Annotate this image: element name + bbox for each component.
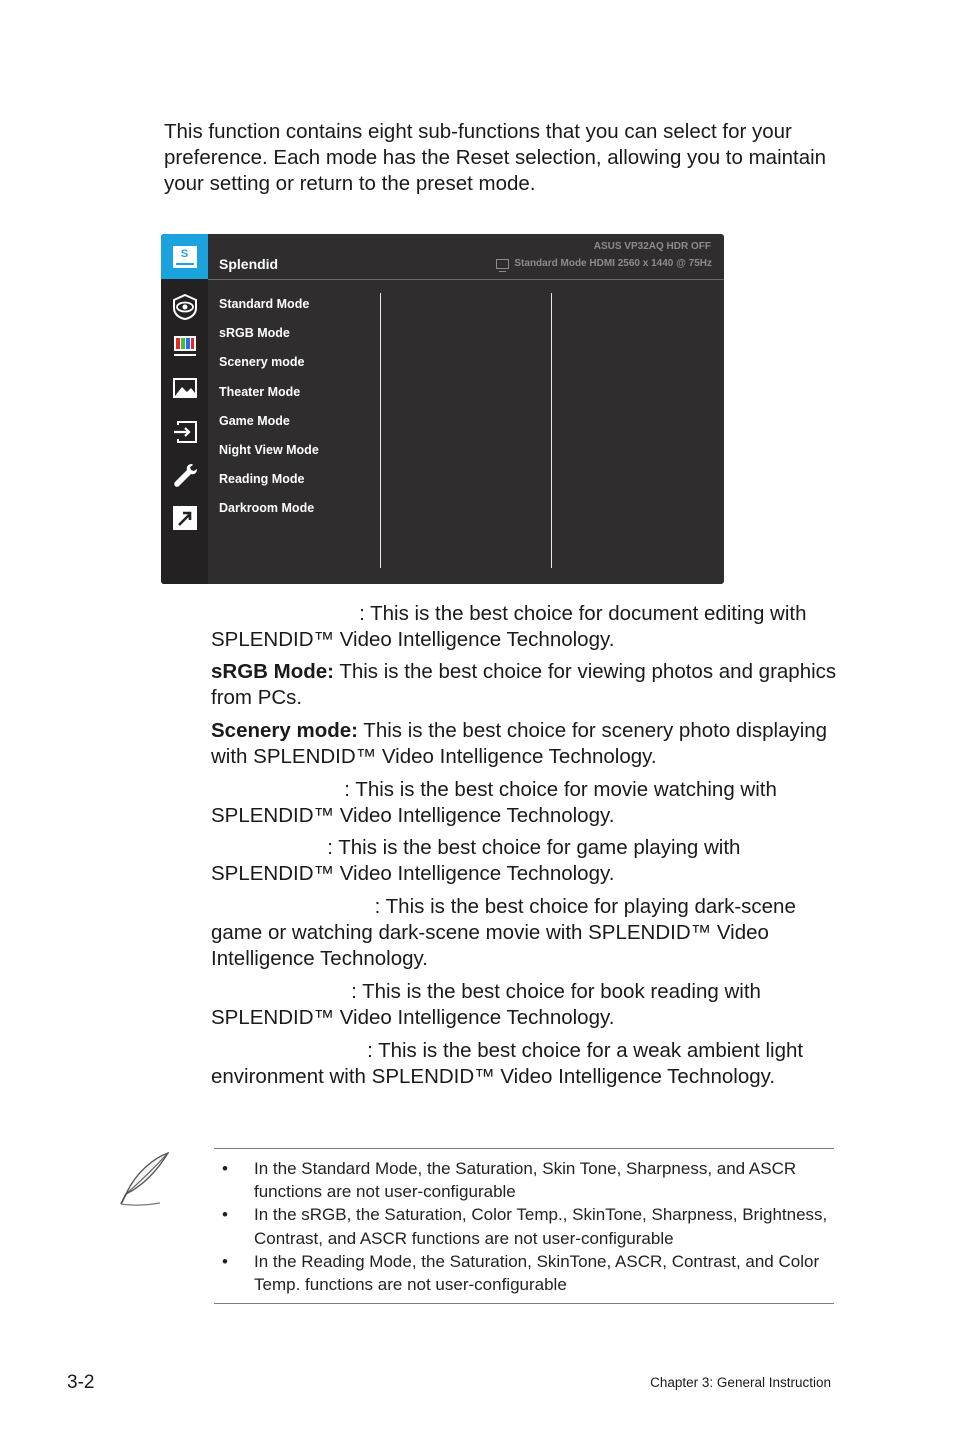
monitor-icon bbox=[496, 259, 509, 269]
mode-description: Reading Mode: This is the best choice for book reading with SPLENDID™ Video Intelligence Technology. bbox=[211, 980, 761, 1029]
image-icon bbox=[172, 375, 198, 401]
wrench-icon bbox=[172, 462, 198, 488]
mode-term: Scenery mode: bbox=[211, 719, 358, 742]
osd-mode-item: Standard Mode bbox=[219, 297, 310, 311]
mode-description: Night View Mode: This is the best choice for playing dark-scene game or watching dark-scene movie with SPLENDID™ Video Intelligence Technology. bbox=[211, 895, 796, 970]
color-bars-icon bbox=[172, 333, 198, 359]
osd-column-divider bbox=[380, 293, 381, 568]
osd-mode-item: Night View Mode bbox=[219, 442, 319, 457]
mode-description: Darkroom Mode: This is the best choice for a weak ambient light environment with SPLENDID™ Video Intelligence Technology. bbox=[211, 1039, 804, 1088]
intro-paragraph: This function contains eight sub-functions that you can select for your preference. Each mode has the Reset selection, allowing you to maintain your setting or return to the preset mode. bbox=[164, 120, 827, 195]
osd-title: Splendid bbox=[219, 256, 279, 272]
mode-term: Game Mode bbox=[211, 836, 328, 859]
mode-term: Darkroom Mode bbox=[211, 1039, 368, 1062]
osd-column-divider bbox=[551, 293, 552, 568]
shortcut-icon bbox=[172, 505, 198, 531]
osd-mode-item: Theater Mode bbox=[219, 384, 301, 399]
osd-status-text: Standard Mode HDMI 2560 x 1440 @ 75Hz bbox=[514, 258, 712, 269]
osd-splendid-tab bbox=[161, 234, 208, 279]
note-item: • In the Reading Mode, the Saturation, SkinTone, ASCR, Contrast, and Color Temp. functions are not user-configurable bbox=[214, 1250, 836, 1296]
osd-mode-item: Reading Mode bbox=[219, 472, 305, 487]
mode-description: Theater Mode: This is the best choice for movie watching with SPLENDID™ Video Intelligence Technology. bbox=[211, 778, 777, 827]
mode-term: Theater Mode bbox=[211, 778, 345, 801]
osd-model-info: ASUS VP32AQ HDR OFF bbox=[593, 241, 711, 252]
note-list bbox=[214, 1157, 836, 1296]
osd-header-divider bbox=[208, 279, 724, 280]
note-item: • In the sRGB, the Saturation, Color Temp., SkinTone, Sharpness, Brightness, Contrast, and ASCR functions are not user-configurable bbox=[214, 1203, 836, 1249]
mode-term: Standard Mode bbox=[211, 602, 360, 625]
note-item: • In the Standard Mode, the Saturation, Skin Tone, Sharpness, and ASCR functions are not user-configurable bbox=[214, 1157, 836, 1203]
mode-description: Standard Mode: This is the best choice for document editing with SPLENDID™ Video Intelligence Technology. bbox=[211, 602, 807, 651]
mode-description: sRGB Mode: This is the best choice for viewing photos and graphics from PCs. bbox=[211, 660, 837, 709]
chapter-footer: Chapter 3: General Instruction bbox=[650, 1375, 831, 1390]
mode-term: sRGB Mode: bbox=[211, 660, 334, 683]
input-icon bbox=[172, 419, 198, 445]
page-number: 3-2 bbox=[67, 1372, 95, 1393]
note-bottom-rule bbox=[214, 1303, 834, 1304]
osd-mode-list bbox=[219, 296, 319, 530]
osd-menu-screenshot bbox=[161, 234, 724, 584]
osd-status-line bbox=[496, 258, 712, 269]
osd-mode-item: Game Mode bbox=[219, 413, 290, 428]
quill-note-icon bbox=[116, 1150, 174, 1208]
note-top-rule bbox=[214, 1148, 834, 1149]
mode-term: Night View Mode bbox=[211, 895, 375, 918]
splendid-icon: S bbox=[173, 246, 197, 268]
osd-icon-bar bbox=[161, 234, 208, 584]
eye-icon bbox=[172, 294, 198, 320]
osd-mode-item: sRGB Mode bbox=[219, 326, 290, 341]
mode-description: Game Mode: This is the best choice for game playing with SPLENDID™ Video Intelligence Technology. bbox=[211, 836, 741, 885]
osd-mode-item: Darkroom Mode bbox=[219, 501, 315, 516]
mode-term: Reading Mode bbox=[211, 980, 352, 1003]
osd-mode-item: Scenery mode bbox=[219, 355, 305, 370]
mode-description: Scenery mode: This is the best choice for scenery photo displaying with SPLENDID™ Video Intelligence Technology. bbox=[211, 719, 828, 768]
